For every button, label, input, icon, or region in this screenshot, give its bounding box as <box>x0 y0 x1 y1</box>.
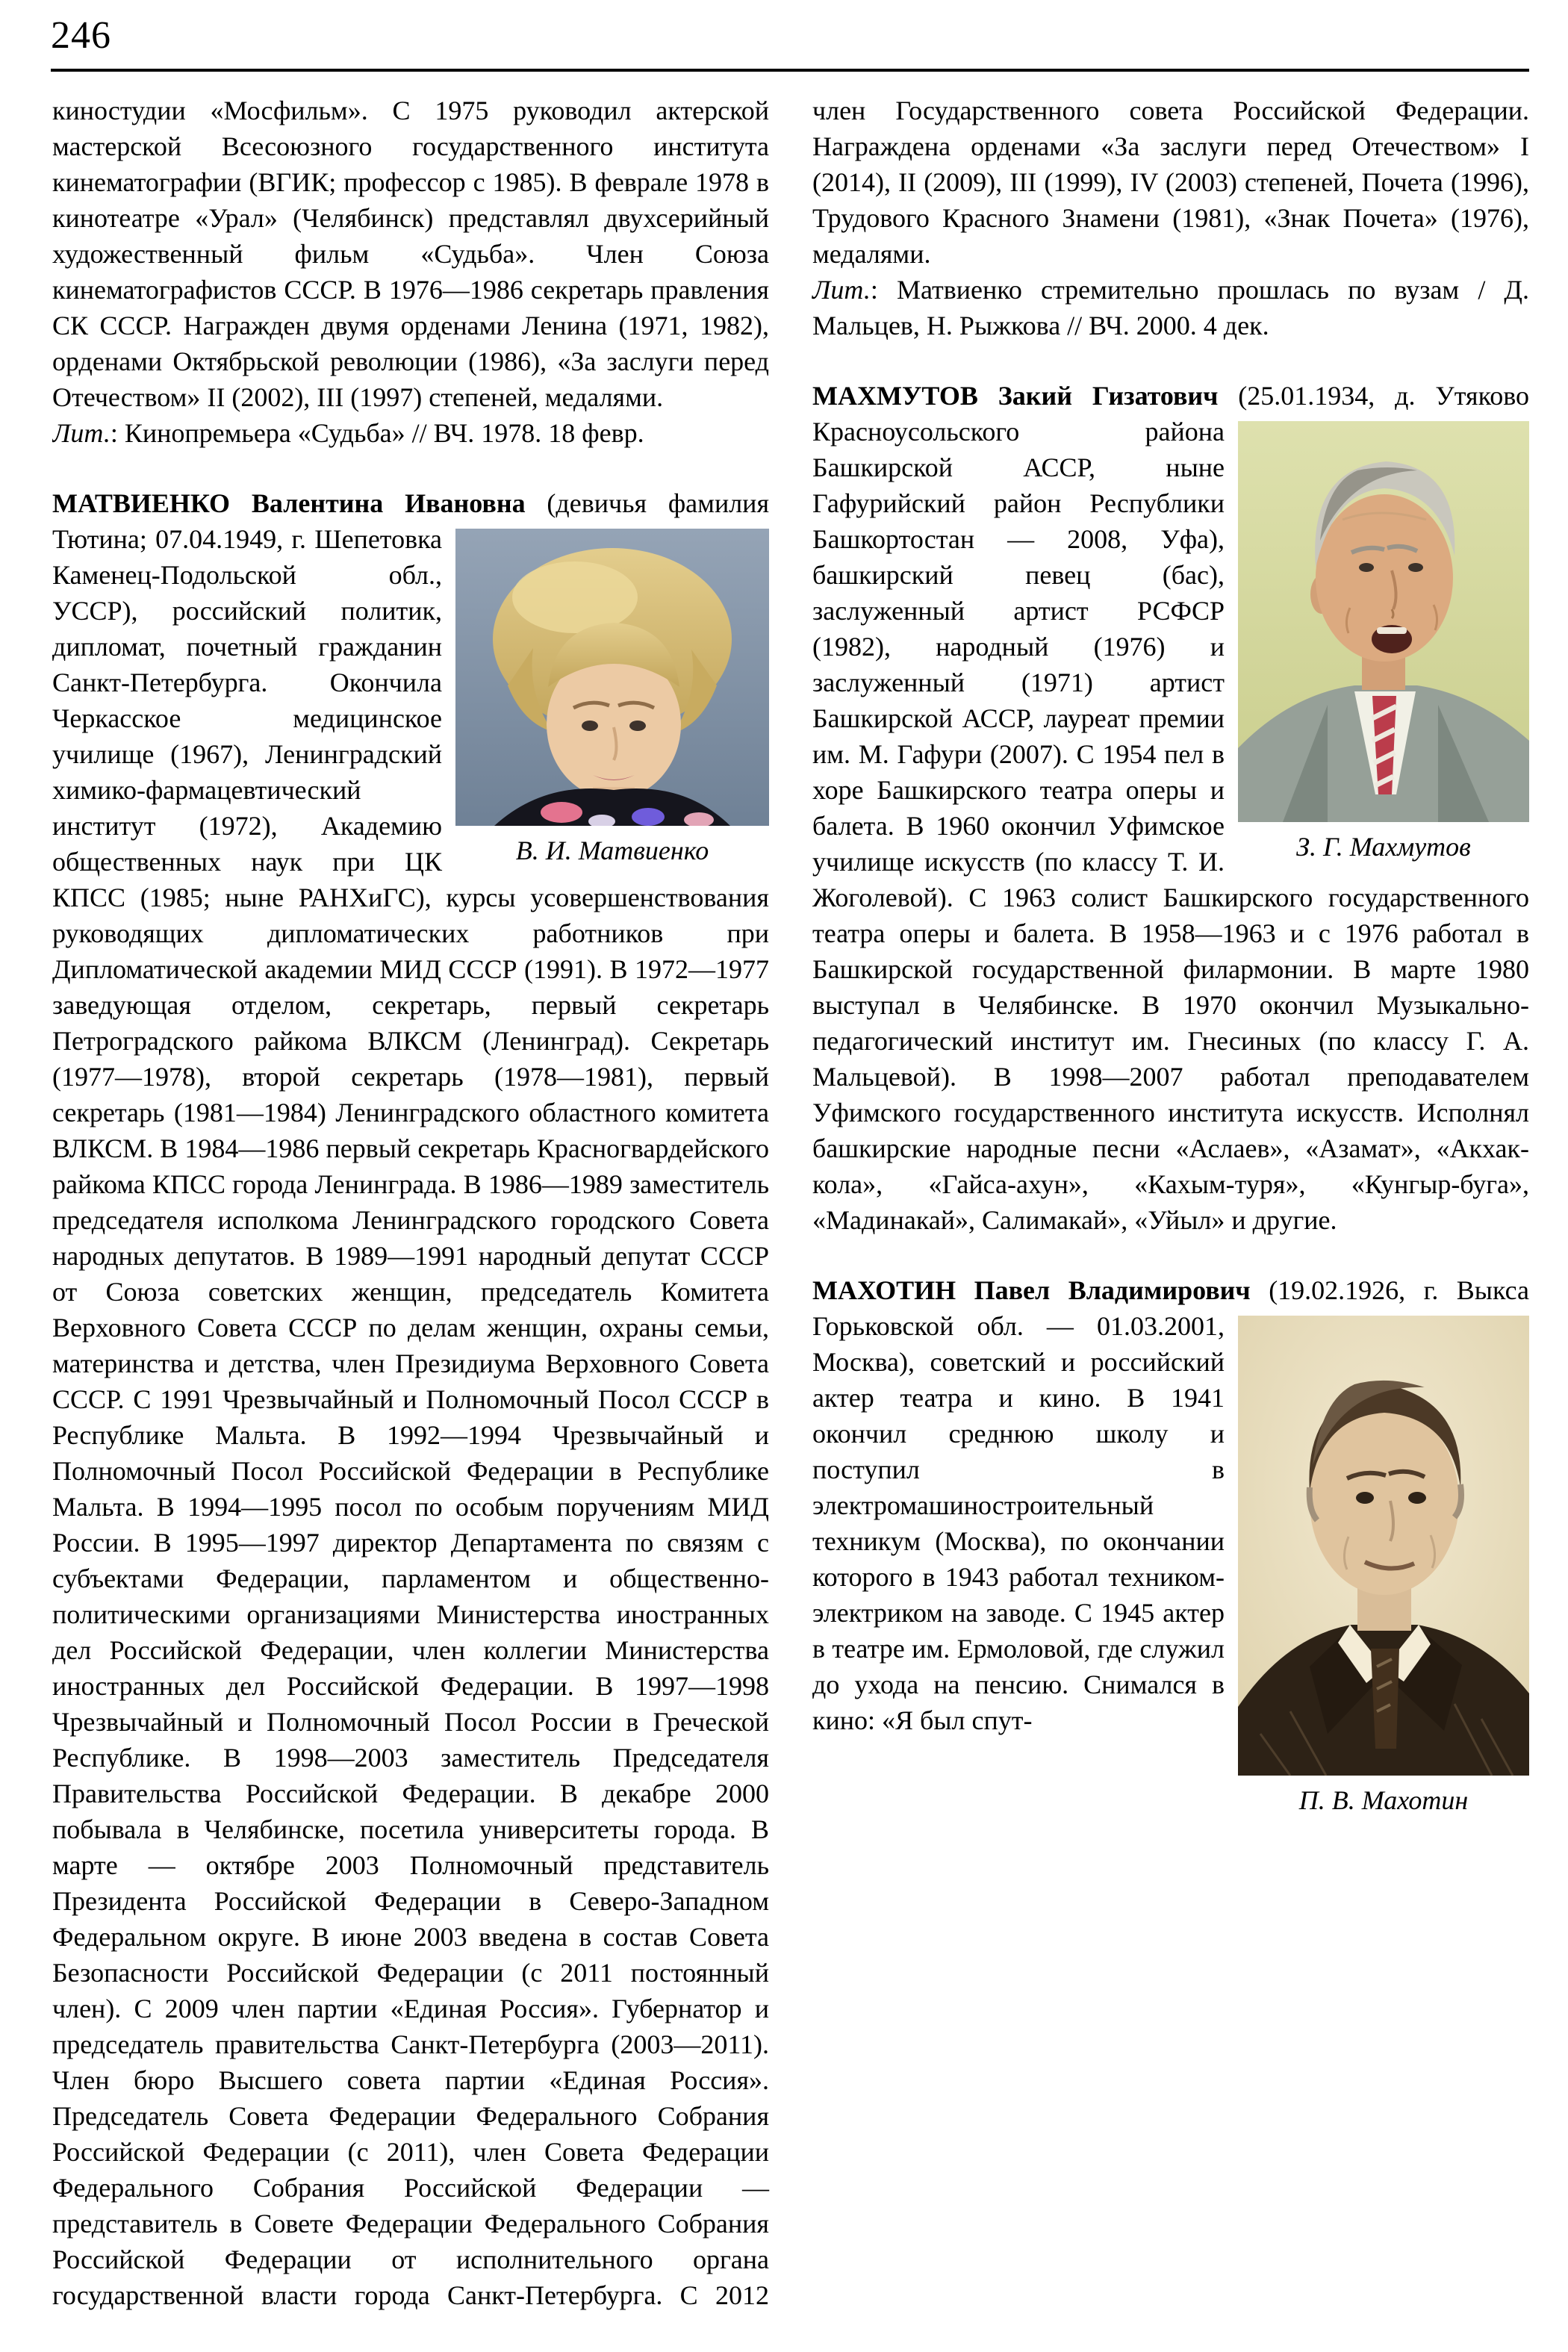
makhmutov-photo-figure <box>1238 421 1529 864</box>
article-body-paragraph <box>812 378 1529 1238</box>
article-lead-text: (19.02.1926, <box>1250 1275 1424 1305</box>
page-number: 246 <box>51 14 111 57</box>
article-makhotin <box>812 1272 1529 1815</box>
article-continuation <box>52 93 769 451</box>
article-text: Башкирской АССР, ныне Гафурийский район Республики Башкортостан — 2008, Уфа), башкирский певец (бас), заслуженный артист РСФСР (1982), народный (1976) и заслуженный (1971) артист Башкирской АССР, лауреат премии им. М. Гафури (2007). С 1954 пел в хоре Башкирского театра оперы и балета. В 1960 окончил Уфимское училище искусств (по классу Т. И. Жоголевой). С 1963 солист Башкирского государственного театра оперы и балета. В 1958—1963 и с 1976 работал в Башкирской государственной филармонии. В марте 1980 выступал в Челябинске. В 1970 окончил Музыкально-педагогический институт им. Гнесиных (по классу Г. А. Мальцевой). В 1998—2007 работал преподавателем Уфимского государственного института искусств. Исполнял башкирские народные песни «Аслаев», «Азамат», «Акхак-кола», «Гайса-ахун», «Кахым-туря», «Кунгыр-буга», «Мадинакай», Салимакай», «Уйыл» и другие. <box>812 452 1529 1235</box>
article-lead-text: (девичья фамилия Тютина; 07.04.1949, г. Шепетовка <box>52 488 769 554</box>
photo-caption: В. И. Матвиенко <box>515 836 709 865</box>
literature-reference <box>812 272 1529 343</box>
article-makhmutov <box>812 378 1529 1238</box>
makhotin-photo-figure <box>1238 1316 1529 1817</box>
header-rule <box>51 69 1529 72</box>
headword: МАХМУТОВ Закий Гизатович <box>812 381 1219 411</box>
lit-label: Лит. <box>812 275 871 305</box>
article-body-paragraph <box>52 93 769 415</box>
makhmutov-portrait-photo <box>1238 421 1529 822</box>
article-text: г. Выкса Горьковской обл. — 01.03.2001, Москва), советский и российский актер театра и кино. В 1941 окончил среднюю школу и поступил в электромашиностроительный техникум (Москва), по окончании которого в 1943 работал техником-электриком на заводе. С 1945 актер в театре им. Ермоловой, где служил до ухода на пенсию. Снимался в кино: «Я был спут- <box>812 1275 1529 1735</box>
two-column-text-block <box>52 93 1529 2346</box>
lit-text: : Матвиенко стремительно прошлась по вузам / Д. Мальцев, Н. Рыжкова // ВЧ. 2000. 4 дек. <box>812 275 1529 340</box>
article-lead-text: (25.01.1934, д. Утяково Красноусольского района <box>812 381 1529 447</box>
lit-label: Лит. <box>52 418 111 448</box>
article-text: киностудии «Мосфильм». С 1975 руководил актерской мастерской Всесоюзного государственного института кинематографии (ВГИК; профессор с 1985). В феврале 1978 в кинотеатре «Урал» (Челябинск) представлял двухсерийный художественный фильм «Судьба». Член Союза кинематографистов СССР. В 1976—1986 секретарь правления СК СССР. Награжден двумя орденами Ленина (1971, 1982), орденами Октябрьской революции (1986), «За заслуги перед Отечеством» II (2002), III (1997) степеней, медалями. <box>52 96 769 412</box>
article-text: Каменец-Подольской обл., УССР), российский политик, дипломат, почетный гражданин Санкт-Петербурга. Окончила Черкасское медицинское училище (1967), Ленинградский химико-фармацевтический институт (1972), Академию общественных наук при ЦК КПСС (1985; ныне РАНХиГС), курсы усовершенствования руководящих дипломатических работников при Дипломатической академии МИД СССР (1991). В 1972—1977 заведующая отделом, секретарь, первый секретарь Петроградского райкома ВЛКСМ (Ленинград). Секретарь (1977—1978), второй секретарь (1978—1981), первый секретарь (1981—1984) Ленинградского областного комитета ВЛКСМ. В 1984—1986 первый секретарь Красногвардейского райкома КПСС города Ленинграда. В 1986—1989 заместитель председателя исполкома Ленинградского городского Совета народных депутатов. В 1989—1991 народный депутат СССР от Союза советских женщин, председатель Комитета Верховного Совета СССР по делам женщин, охраны семьи, материнства и детства, член Президиума Верховного Совета СССР. С 1991 Чрезвычайный и Полномочный Посол СССР в Республике Мальта. В 1992—1994 Чрезвычайный и Полномочный Посол Российской Федерации в Республике Мальта. В 1994—1995 посол по особым поручениям МИД России. В 1995—1997 директор Департамента по связям с субъектами Федерации, парламентом и общественно-политическими организациями Министерства иностранных дел Российской Федерации, член коллегии Министерства иностранных дел Российской Федерации. В 1997—1998 Чрезвычайный и Полномочный Посол России в Греческой Республике. В 1998—2003 заместитель Председателя Правительства Российской Федерации. В декабре 2000 побывала в Челябинске, посетила университеты города. В марте — октябре 2003 Полномочный представитель Президента Российской Федерации в Северо-Западном Федеральном округе. В июне 2003 введена в состав Совета Безопасности Российской Федерации (с 2011 постоянный член). С 2009 член партии «Единая Россия». Губернатор и председатель правительства Санкт-Петербурга (2003—2011). Член бюро Высшего совета партии «Единая Россия». Председатель Совета Федерации Федерального Собрания Российской Федерации (с 2011), член Совета Федерации Федерального Собрания Российской Федерации — представитель в Совете Федерации Федерального Собрания Российской Федерации от исполнительного органа государственной власти города Санкт-Петербурга. С 2012 член Государственного совета Российской Федерации. Награждена орденами «За заслуги перед Отечеством» I (2014), II (2009), III (1999), IV (2003) степеней, Почета (1996), Трудового Красного Знамени (1981), «Знак Почета» (1976), медалями. <box>52 96 1529 2310</box>
lit-text: : Кинопремьера «Судьба» // ВЧ. 1978. 18 февр. <box>110 418 644 448</box>
literature-reference <box>52 415 769 451</box>
matvienko-photo-figure <box>455 529 769 868</box>
makhotin-portrait-photo <box>1238 1316 1529 1776</box>
photo-caption: З. Г. Махмутов <box>1296 832 1471 862</box>
matvienko-portrait-photo <box>455 529 769 826</box>
photo-caption: П. В. Махотин <box>1298 1785 1469 1815</box>
article-body-paragraph <box>812 1272 1529 1815</box>
headword: МАХОТИН Павел Владимирович <box>812 1275 1251 1305</box>
headword: МАТВИЕНКО Валентина Ивановна <box>52 488 526 518</box>
